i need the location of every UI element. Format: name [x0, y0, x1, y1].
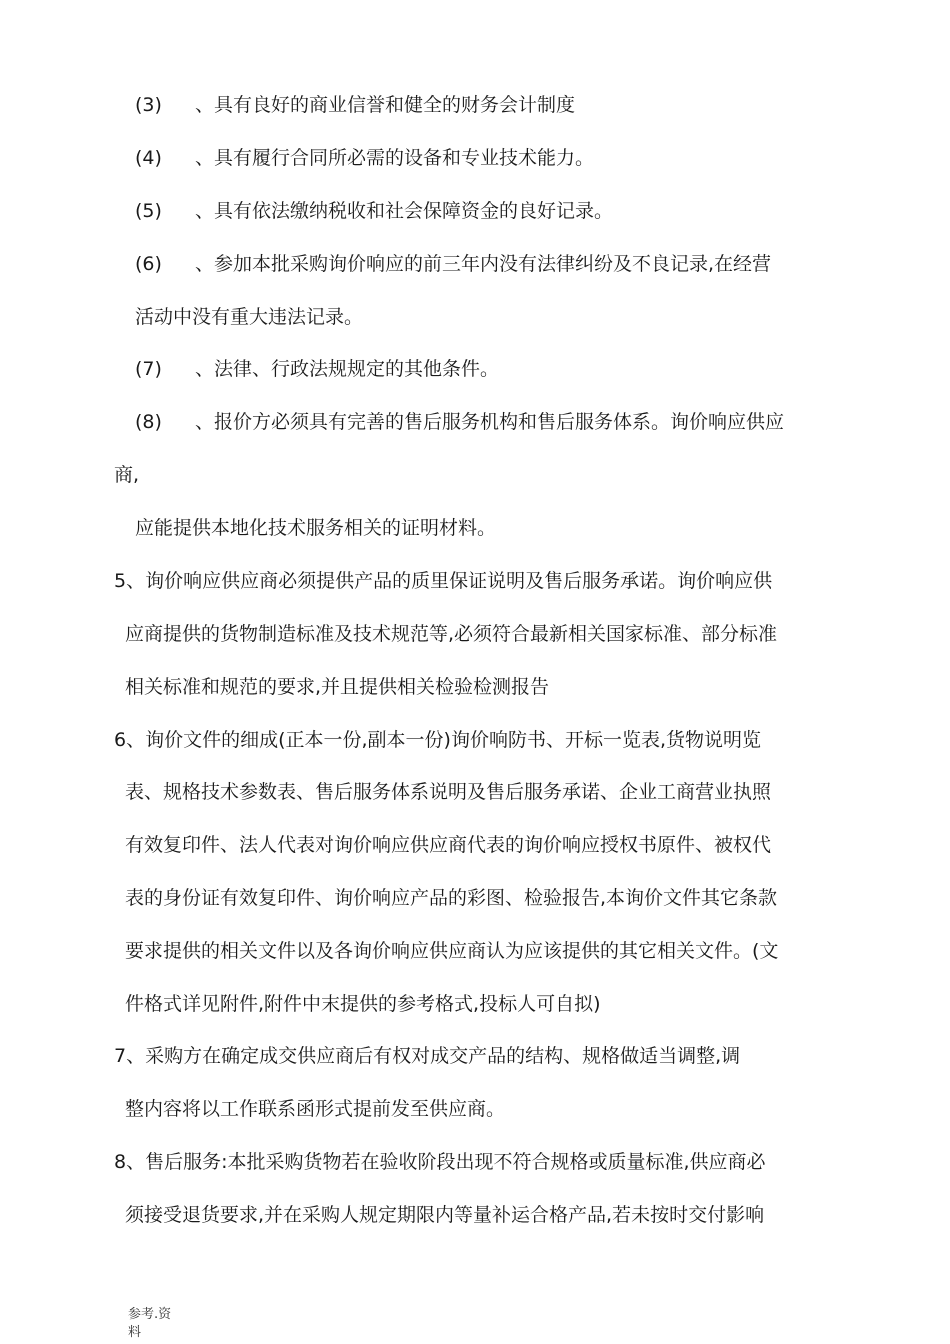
paragraph-6-line-1: 6、询价文件的细成(正本一份,副本一份)询价响防书、开标一览表,货物说明览 [114, 729, 761, 751]
item-text-8: 、报价方必须具有完善的售后服务机构和售后服务体系。询价响应供应 [195, 411, 785, 433]
item-text-5: 、具有依法缴纳税收和社会保障资金的良好记录。 [195, 200, 614, 222]
item-text-4: 、具有履行合同所必需的设备和专业技术能力。 [195, 147, 595, 169]
paragraph-5-line-3: 相关标准和规范的要求,并且提供相关检验检测报告 [125, 676, 550, 698]
paragraph-7-line-2: 整内容将以工作联系函形式提前发至供应商。 [125, 1098, 506, 1120]
item-number-4: (4) [135, 147, 162, 169]
paragraph-5-line-2: 应商提供的货物制造标准及技术规范等,必须符合最新相关国家标准、部分标准 [125, 623, 778, 645]
item-number-7: (7) [135, 358, 162, 380]
item-text-6: 、参加本批采购询价响应的前三年内没有法律纠纷及不良记录,在经营 [195, 253, 772, 275]
paragraph-6-line-5: 要求提供的相关文件以及各询价响应供应商认为应该提供的其它相关文件。(文 [125, 940, 779, 962]
footer-label-line-1: 参考.资 [128, 1307, 172, 1322]
item-text-8-continuation-1: 商, [114, 464, 140, 486]
item-text-3: 、具有良好的商业信誉和健全的财务会计制度 [195, 94, 576, 116]
paragraph-8-line-1: 8、售后服务:本批采购货物若在验收阶段出现不符合规格或质量标准,供应商必 [114, 1151, 766, 1173]
item-text-7: 、法律、行政法规规定的其他条件。 [195, 358, 500, 380]
paragraph-6-line-6: 件格式详见附件,附件中末提供的参考格式,投标人可自拟) [125, 993, 601, 1015]
item-text-6-continuation: 活动中没有重大违法记录。 [135, 306, 364, 328]
item-number-3: (3) [135, 94, 162, 116]
item-text-8-continuation-2: 应能提供本地化技术服务相关的证明材料。 [135, 517, 497, 539]
item-number-5: (5) [135, 200, 162, 222]
paragraph-7-line-1: 7、采购方在确定成交供应商后有权对成交产品的结构、规格做适当调整,调 [114, 1045, 741, 1067]
footer-label-line-2: 料 [128, 1325, 142, 1340]
item-number-8: (8) [135, 411, 162, 433]
item-number-6: (6) [135, 253, 162, 275]
paragraph-6-line-3: 有效复印件、法人代表对询价响应供应商代表的询价响应授权书原件、被权代 [125, 834, 772, 856]
paragraph-8-line-2: 须接受退货要求,并在采购人规定期限内等量补运合格产品,若未按时交付影响 [125, 1204, 765, 1226]
paragraph-6-line-2: 表、规格技术参数表、售后服务体系说明及售后服务承诺、企业工商营业执照 [125, 781, 772, 803]
paragraph-6-line-4: 表的身份证有效复印件、询价响应产品的彩图、检验报告,本询价文件其它条款 [125, 887, 778, 909]
paragraph-5-line-1: 5、询价响应供应商必须提供产品的质里保证说明及售后服务承诺。询价响应供 [114, 570, 773, 592]
